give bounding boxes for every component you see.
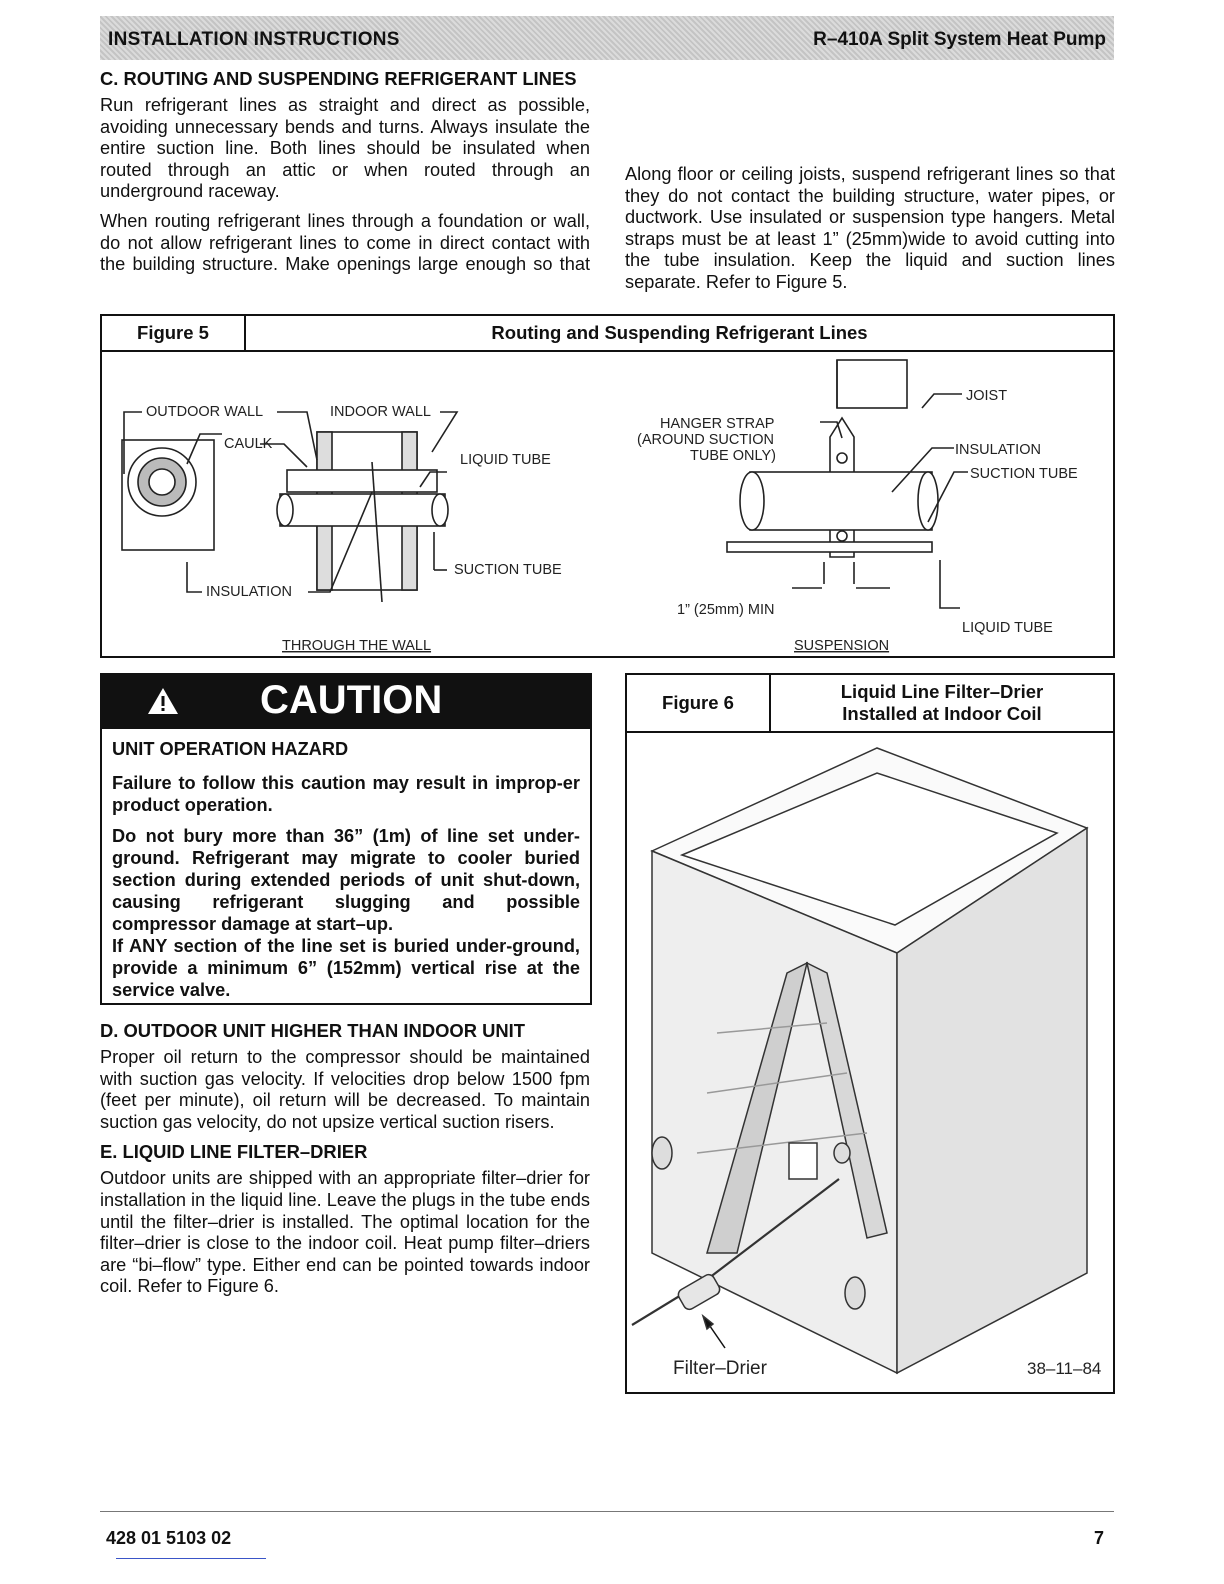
through-wall-diagram bbox=[122, 412, 457, 602]
suction-tube-body-r bbox=[750, 472, 932, 530]
label-liquid-tube: LIQUID TUBE bbox=[460, 452, 551, 468]
figure-5 bbox=[100, 314, 1115, 658]
caption-through-wall: THROUGH THE WALL bbox=[282, 638, 432, 654]
label-joist: JOIST bbox=[966, 388, 1008, 404]
figure-5-title: Routing and Suspending Refrigerant Lines bbox=[491, 322, 868, 343]
label-caulk: CAULK bbox=[224, 436, 273, 452]
header-right-title: R–410A Split System Heat Pump bbox=[813, 29, 1106, 50]
filter-drier-shape bbox=[676, 1272, 722, 1311]
joist-outline bbox=[837, 360, 907, 408]
figure-6-title-line-1: Liquid Line Filter–Drier bbox=[840, 681, 1044, 702]
label-liquid-tube-r: LIQUID TUBE bbox=[962, 620, 1053, 636]
label-insulation-r: INSULATION bbox=[955, 442, 1041, 458]
liquid-tube-r bbox=[727, 542, 932, 552]
caution-body bbox=[112, 738, 580, 1010]
section-c-heading: C. ROUTING AND SUSPENDING REFRIGERANT LINES bbox=[100, 68, 577, 89]
figure-6-title bbox=[771, 675, 1113, 731]
label-outdoor-wall: OUTDOOR WALL bbox=[146, 404, 264, 420]
label-min-width: 1” (25mm) MIN bbox=[677, 602, 775, 618]
section-c-paragraph-3: Along floor or ceiling joists, suspend refrigerant lines so that they do not contact the building structure, water pipes, or ductwork. Use insulated or suspension type hangers. Metal straps must be at least 1” (25mm)wide to avoid cutting into the tube insulation. Keep the liquid and suction lines separate. Refer to Figure 5. bbox=[625, 164, 1115, 292]
section-d-heading: D. OUTDOOR UNIT HIGHER THAN INDOOR UNIT bbox=[100, 1020, 526, 1041]
sections-d-e-column bbox=[100, 1020, 590, 1306]
caution-paragraph-2: Do not bury more than 36” (1m) of line set under-ground. Refrigerant may migrate to cooler buried section during extended periods of unit shut-down, causing refrigerant slugging and possible compressor damage at start–up. bbox=[112, 826, 580, 934]
section-c-paragraph-2: When routing refrigerant lines through a foundation or wall, do not allow refrigerant lines to come in direct contact with the building structure. Make openings large enough so that bbox=[100, 210, 590, 275]
figure-6-number: Figure 6 bbox=[627, 675, 771, 731]
section-d-paragraph: Proper oil return to the compressor should be maintained with suction gas velocity. If velocities drop below 1500 fpm (feet per minute), oil return will be decreased. To maintain suction gas velocity, do not upsize vertical suction risers. bbox=[100, 1047, 590, 1132]
figure-5-drawing bbox=[102, 352, 1113, 656]
figure-5-header bbox=[102, 316, 1113, 352]
section-c-paragraph-2-continued bbox=[625, 68, 1115, 156]
footer-link-underline bbox=[116, 1558, 266, 1559]
caution-word: CAUTION bbox=[260, 678, 443, 722]
label-suction-tube-r: SUCTION TUBE bbox=[970, 466, 1078, 482]
caption-suspension: SUSPENSION bbox=[794, 638, 890, 654]
label-hanger-strap-2: (AROUND SUCTION bbox=[637, 432, 774, 448]
figure-6-title-line-2: Installed at Indoor Coil bbox=[842, 703, 1042, 724]
figure-6-code: 38–11–84 bbox=[1027, 1359, 1102, 1378]
section-e-paragraph: Outdoor units are shipped with an appropriate filter–drier for installation in the liquid line. Leave the plugs in the tube ends until the filter–drier is installed. The optimal location for the filter–drier is close to the indoor coil. Heat pump filter–driers are “bi–flow” type. Either end can be pointed towards indoor coil. Refer to Figure 6. bbox=[100, 1168, 590, 1297]
caution-banner bbox=[102, 675, 590, 729]
label-suction-tube: SUCTION TUBE bbox=[454, 562, 562, 578]
page-header-bar bbox=[100, 16, 1114, 60]
page-number: 7 bbox=[1094, 1528, 1105, 1548]
figure-5-number: Figure 5 bbox=[102, 316, 246, 350]
section-e-heading: E. LIQUID LINE FILTER–DRIER bbox=[100, 1141, 368, 1163]
caution-paragraph-1: Failure to follow this caution may result in improp-er product operation. bbox=[112, 773, 580, 815]
label-hanger-strap-1: HANGER STRAP bbox=[660, 416, 775, 432]
header-left-title: INSTALLATION INSTRUCTIONS bbox=[108, 29, 400, 50]
section-c-right-column bbox=[625, 68, 1115, 302]
label-indoor-wall: INDOOR WALL bbox=[330, 404, 431, 420]
label-filter-drier: Filter–Drier bbox=[673, 1358, 767, 1379]
section-c-left-column bbox=[100, 68, 590, 277]
suspension-diagram bbox=[727, 360, 968, 608]
footer-rule bbox=[100, 1511, 1114, 1512]
document-number: 428 01 5103 02 bbox=[106, 1528, 232, 1548]
warning-triangle-icon bbox=[146, 686, 180, 716]
label-insulation: INSULATION bbox=[206, 584, 292, 600]
caution-title: UNIT OPERATION HAZARD bbox=[112, 739, 349, 759]
figure-6 bbox=[625, 673, 1115, 1394]
caution-box bbox=[100, 673, 592, 1005]
figure-6-header bbox=[627, 675, 1113, 733]
caution-paragraph-3: If ANY section of the line set is buried under-ground, provide a minimum 6” (152mm) vertical rise at the service valve. bbox=[112, 936, 580, 1000]
suction-tube-body bbox=[280, 494, 445, 526]
section-c-paragraph-1: Run refrigerant lines as straight and direct as possible, avoiding unnecessary bends and turns. Always insulate the entire suction line. Both lines should be insulated when routed through an attic or when routed through an underground raceway. bbox=[100, 95, 590, 202]
label-hanger-strap-3: TUBE ONLY) bbox=[690, 448, 776, 464]
indoor-coil-illustration bbox=[627, 733, 1113, 1392]
